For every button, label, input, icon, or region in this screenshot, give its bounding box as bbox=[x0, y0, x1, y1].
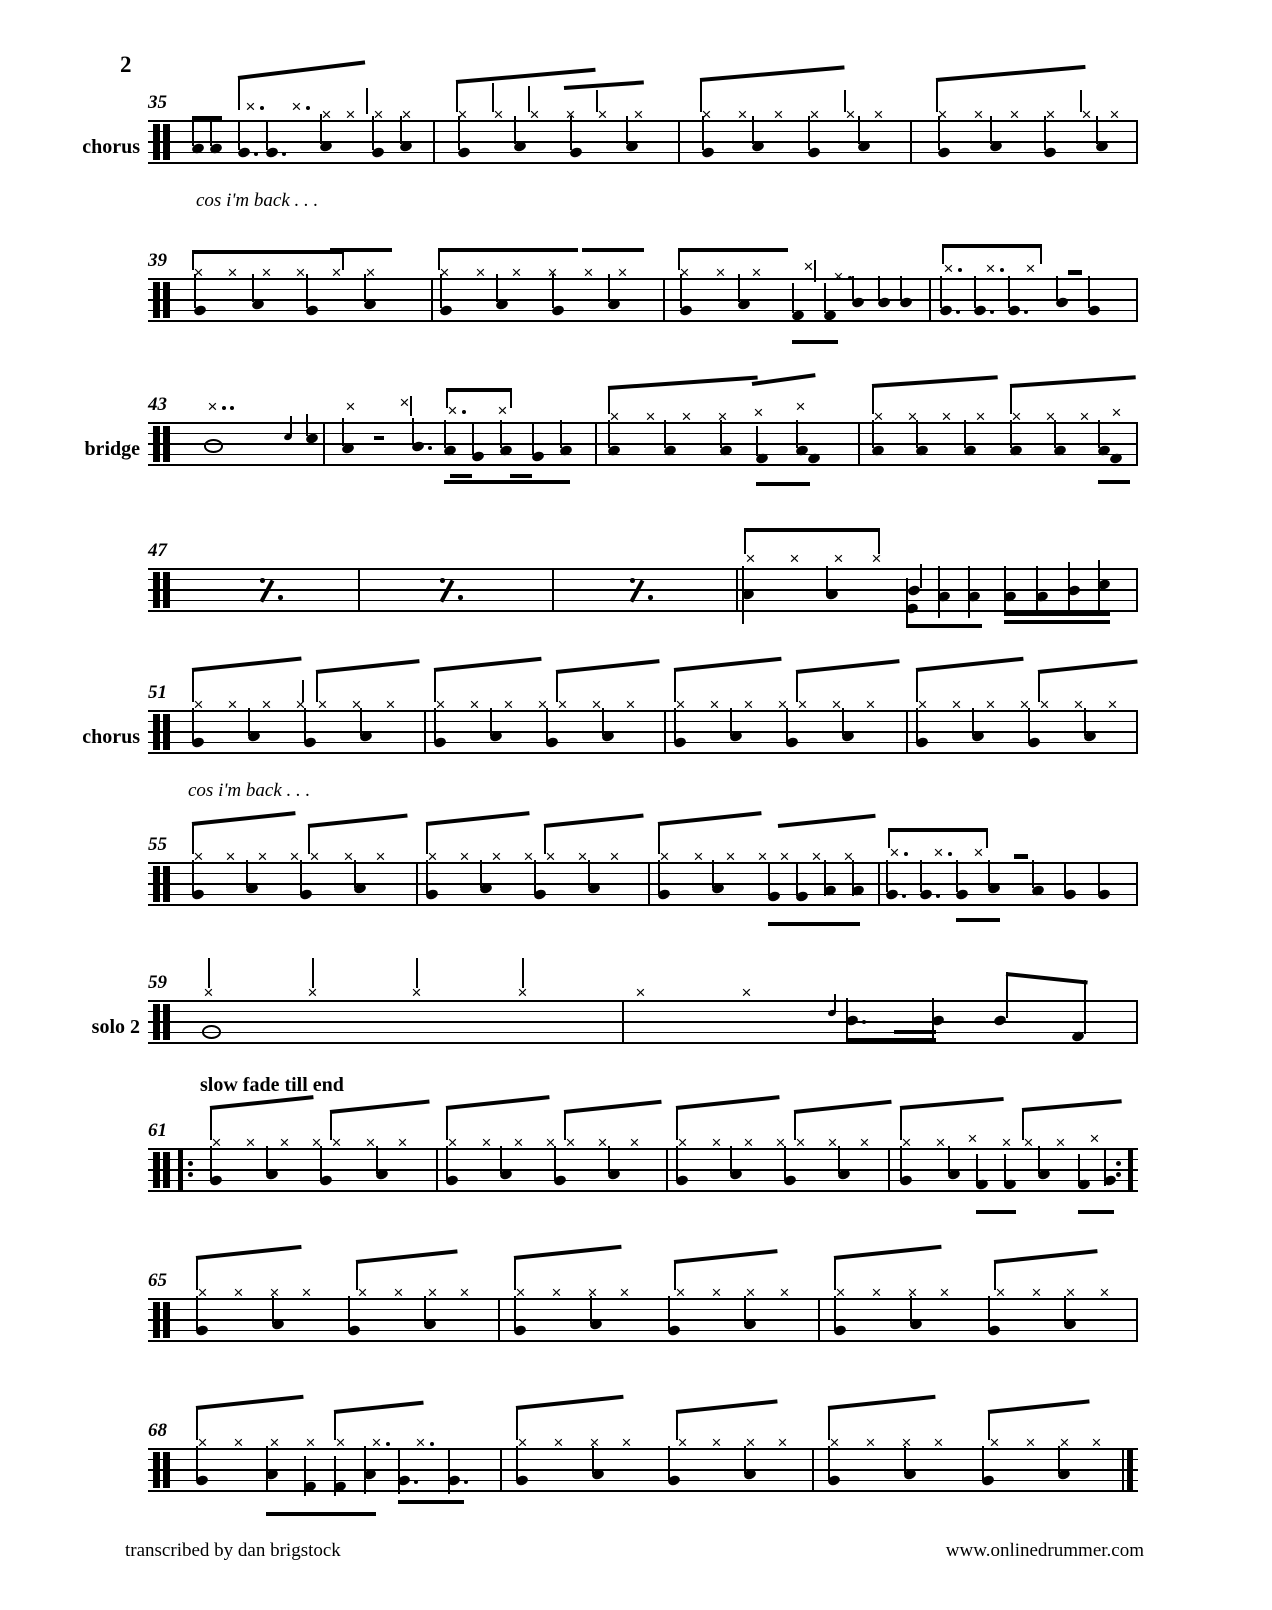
percussion-clef-icon bbox=[152, 1452, 174, 1488]
page-number: 2 bbox=[120, 52, 132, 77]
staff bbox=[148, 568, 1138, 612]
percussion-clef-icon bbox=[152, 282, 174, 318]
staff bbox=[148, 422, 1138, 466]
staff bbox=[148, 278, 1138, 322]
percussion-clef-icon bbox=[152, 1302, 174, 1338]
repeat-end-dots bbox=[1116, 1148, 1122, 1192]
repeat-measure-sign bbox=[260, 578, 286, 602]
measure-number: 43 bbox=[148, 394, 167, 415]
transcription-credit: transcribed by dan brigstock bbox=[125, 1540, 341, 1561]
staff bbox=[148, 710, 1138, 754]
section-label-chorus: chorus bbox=[82, 136, 140, 158]
measure-number: 59 bbox=[148, 972, 167, 993]
percussion-clef-icon bbox=[152, 866, 174, 902]
measure-number: 51 bbox=[148, 682, 167, 703]
section-label-solo-2: solo 2 bbox=[91, 1016, 140, 1038]
measure-number: 68 bbox=[148, 1420, 167, 1441]
percussion-clef-icon bbox=[152, 1152, 174, 1188]
staff bbox=[148, 1148, 1138, 1192]
percussion-clef-icon bbox=[152, 1004, 174, 1040]
measure-number: 35 bbox=[148, 92, 167, 113]
percussion-clef-icon bbox=[152, 124, 174, 160]
section-label-bridge: bridge bbox=[84, 438, 140, 460]
repeat-measure-sign bbox=[630, 578, 656, 602]
staff bbox=[148, 862, 1138, 906]
percussion-clef-icon bbox=[152, 572, 174, 608]
staff bbox=[148, 1000, 1138, 1044]
repeat-measure-sign bbox=[440, 578, 466, 602]
staff bbox=[148, 120, 1138, 164]
measure-number: 65 bbox=[148, 1270, 167, 1291]
measure-number: 47 bbox=[148, 540, 167, 561]
percussion-clef-icon bbox=[152, 426, 174, 462]
measure-number: 61 bbox=[148, 1120, 167, 1141]
website-url: www.onlinedrummer.com bbox=[945, 1540, 1144, 1561]
section-label-chorus: chorus bbox=[82, 726, 140, 748]
staff bbox=[148, 1298, 1138, 1342]
measure-number: 39 bbox=[148, 250, 167, 271]
staff bbox=[148, 1448, 1138, 1492]
performance-direction: slow fade till end bbox=[200, 1074, 344, 1096]
lyric-cue: cos i'm back . . . bbox=[188, 780, 311, 801]
repeat-start-dots bbox=[188, 1148, 194, 1192]
lyric-cue: cos i'm back . . . bbox=[196, 190, 319, 211]
measure-number: 55 bbox=[148, 834, 167, 855]
percussion-clef-icon bbox=[152, 714, 174, 750]
